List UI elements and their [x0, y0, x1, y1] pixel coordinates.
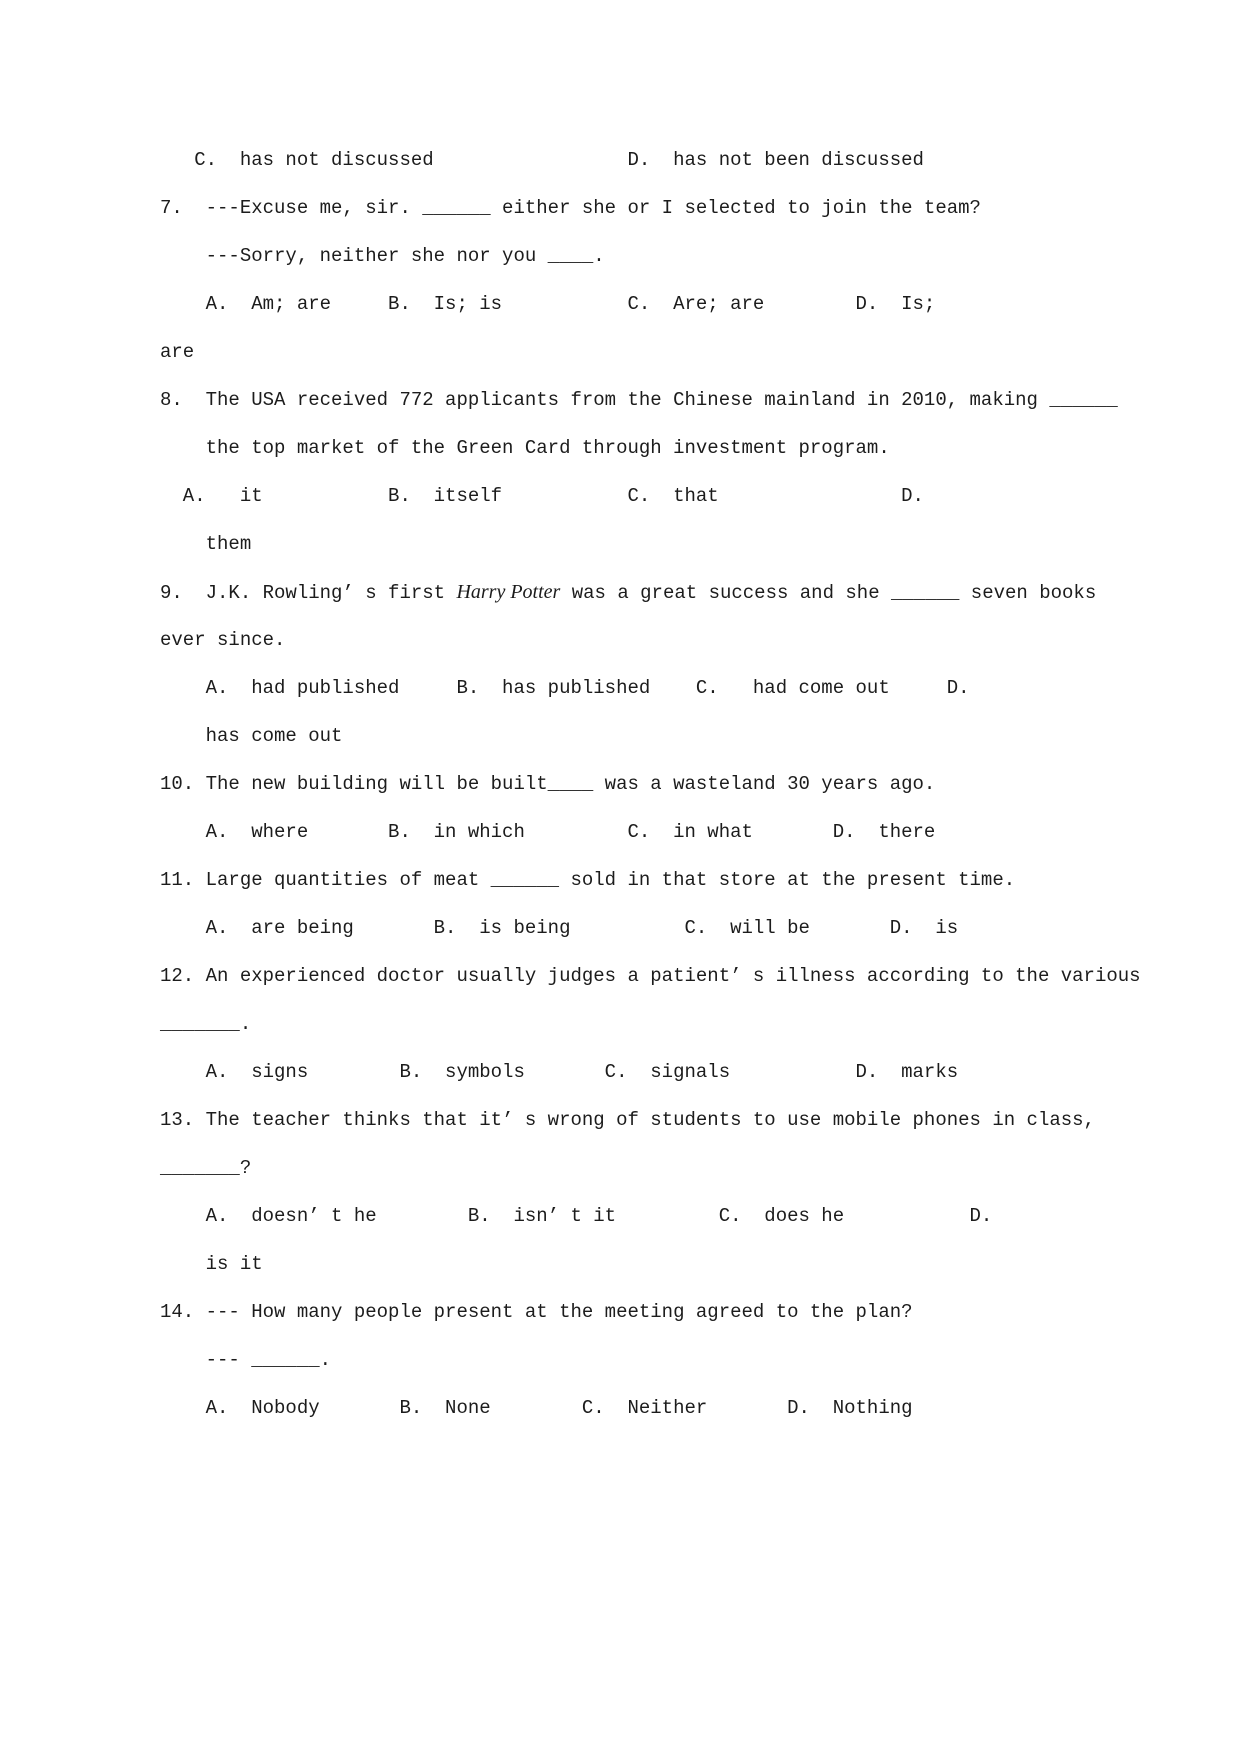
text-segment: --- ______.: [160, 1349, 332, 1371]
document-content: [160, 136, 1161, 1432]
text-segment: _______.: [160, 1013, 252, 1035]
text-segment: 12. An experienced doctor usually judges a patient’ s illness according to the various: [160, 965, 1141, 987]
text-segment: was a great success and she ______ seven books: [560, 582, 1097, 604]
book-title-italic: Harry Potter: [456, 581, 561, 603]
text-segment: A. it B. itself C. that D.: [160, 485, 924, 507]
q11-options: [160, 904, 1161, 952]
text-segment: A. are being B. is being C. will be D. is: [160, 917, 959, 939]
q12-line-2: [160, 1000, 1161, 1048]
q12-options: [160, 1048, 1161, 1096]
q7-options: [160, 280, 1161, 328]
text-segment: ---Sorry, neither she nor you ____.: [160, 245, 605, 267]
q7-options-continued: [160, 328, 1161, 376]
q14-line-1: [160, 1288, 1161, 1336]
q13-options-continued: [160, 1240, 1161, 1288]
q11-line-1: [160, 856, 1161, 904]
text-segment: 14. --- How many people present at the meeting agreed to the plan?: [160, 1301, 913, 1323]
text-segment: A. Nobody B. None C. Neither D. Nothing: [160, 1397, 913, 1419]
text-segment: 7. ---Excuse me, sir. ______ either she or I selected to join the team?: [160, 197, 981, 219]
text-segment: _______?: [160, 1157, 252, 1179]
text-segment: is it: [160, 1253, 263, 1275]
q8-line-1: [160, 376, 1161, 424]
q12-line-1: [160, 952, 1161, 1000]
text-segment: C. has not discussed D. has not been discussed: [160, 149, 924, 171]
q8-options-continued: [160, 520, 1161, 568]
text-segment: 13. The teacher thinks that it’ s wrong of students to use mobile phones in class,: [160, 1109, 1095, 1131]
text-segment: them: [160, 533, 252, 555]
q13-options: [160, 1192, 1161, 1240]
text-segment: are: [160, 341, 195, 363]
q10-line-1: [160, 760, 1161, 808]
q8-line-2: [160, 424, 1161, 472]
text-segment: A. had published B. has published C. had come out D.: [160, 677, 970, 699]
q10-options: [160, 808, 1161, 856]
q7-line-1: [160, 184, 1161, 232]
text-segment: A. Am; are B. Is; is C. Are; are D. Is;: [160, 293, 936, 315]
q14-options: [160, 1384, 1161, 1432]
q9-line-2: [160, 616, 1161, 664]
text-segment: 10. The new building will be built____ was a wasteland 30 years ago.: [160, 773, 936, 795]
text-segment: the top market of the Green Card through investment program.: [160, 437, 890, 459]
q13-line-2: [160, 1144, 1161, 1192]
q6-options-c-d: [160, 136, 1161, 184]
q9-line-1: [160, 568, 1161, 616]
q13-line-1: [160, 1096, 1161, 1144]
text-segment: has come out: [160, 725, 343, 747]
q9-options-continued: [160, 712, 1161, 760]
text-segment: 8. The USA received 772 applicants from the Chinese mainland in 2010, making ______: [160, 389, 1118, 411]
text-segment: A. doesn’ t he B. isn’ t it C. does he D.: [160, 1205, 993, 1227]
q8-options: [160, 472, 1161, 520]
text-segment: ever since.: [160, 629, 286, 651]
text-segment: A. where B. in which C. in what D. there: [160, 821, 936, 843]
q9-options: [160, 664, 1161, 712]
q7-line-2: [160, 232, 1161, 280]
text-segment: A. signs B. symbols C. signals D. marks: [160, 1061, 959, 1083]
text-segment: 9. J.K. Rowling’ s first: [160, 582, 457, 604]
q14-line-2: [160, 1336, 1161, 1384]
text-segment: 11. Large quantities of meat ______ sold in that store at the present time.: [160, 869, 1016, 891]
